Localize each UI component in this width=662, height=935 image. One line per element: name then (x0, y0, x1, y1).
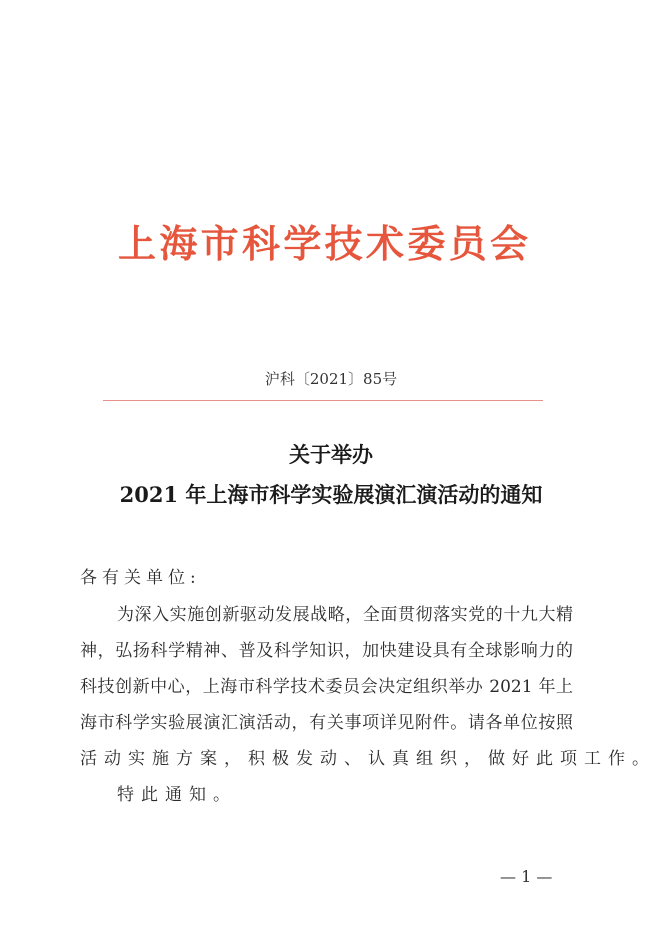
body-line: 活动实施方案，积极发动、认真组织，做好此项工作。 (80, 749, 656, 769)
issuing-organization-header: 上海市科学技术委员会 (118, 221, 528, 266)
body-line: 为深入实施创新驱动发展战略，全面贯彻落实党的十九大精 (117, 605, 573, 625)
closing-text: 特此通知。 (117, 785, 237, 805)
document-title-line-1: 关于举办 (289, 442, 373, 467)
body-line: 神，弘扬科学精神、普及科学知识，加快建设具有全球影响力的 (80, 641, 573, 661)
page-number: — 1 — (500, 867, 553, 886)
document-number: 沪科〔2021〕85号 (264, 370, 398, 388)
body-line: 海市科学实验展演汇演活动，有关事项详见附件。请各单位按照 (80, 713, 573, 733)
body-line: 科技创新中心，上海市科学技术委员会决定组织举办 2021 年上 (80, 677, 573, 697)
red-divider-line (103, 400, 543, 401)
document-title-line-2: 2021 年上海市科学实验展演汇演活动的通知 (119, 482, 543, 507)
salutation: 各有关单位: (80, 568, 201, 588)
